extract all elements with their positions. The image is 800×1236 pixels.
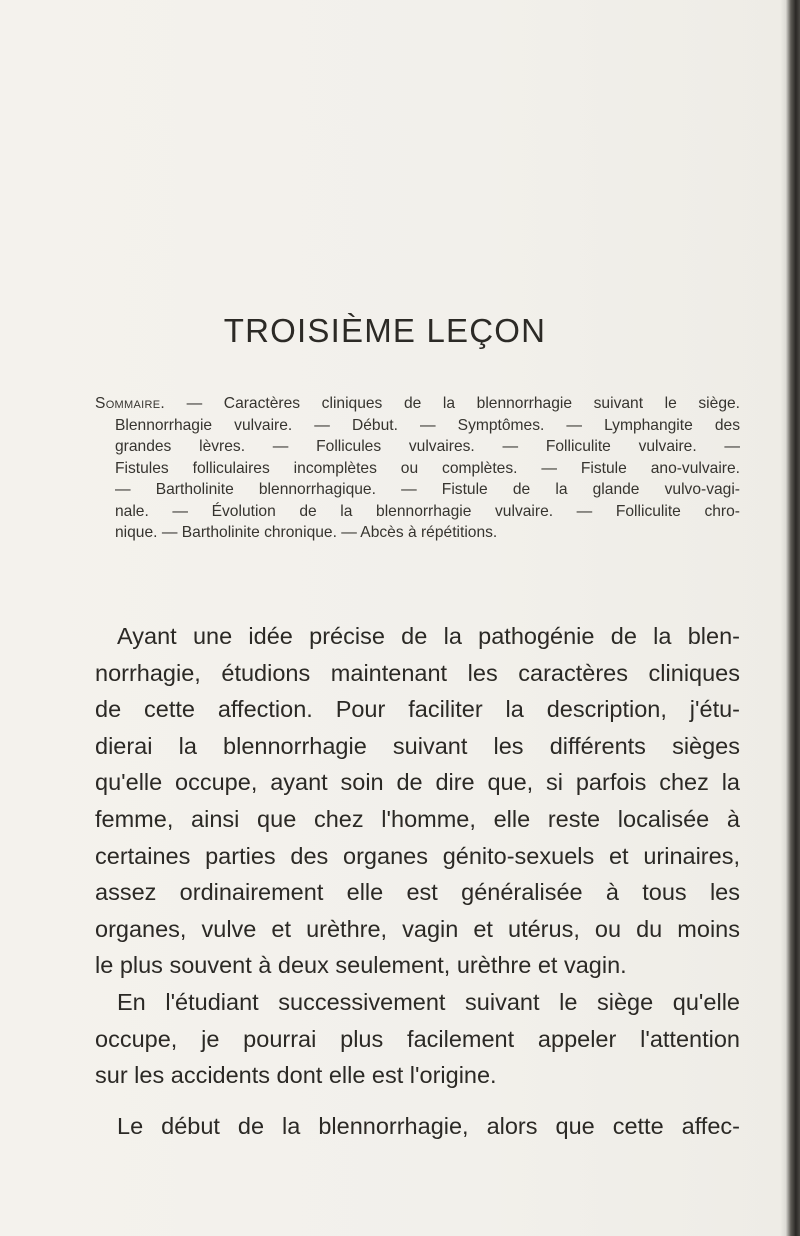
body-line: assez ordinairement elle est généralisée à tous les	[95, 879, 740, 906]
summary-line: — Bartholinite blennorrhagique. — Fistule de la glande vulvo-vagi-	[115, 481, 740, 498]
body-line: le plus souvent à deux seulement, urèthre et vagin.	[95, 952, 627, 979]
paragraph-gap	[95, 1094, 740, 1108]
body-line: certaines parties des organes génito-sexuels et urinaires,	[95, 842, 740, 869]
body-line: sur les accidents dont elle est l'origine.	[95, 1062, 497, 1089]
chapter-summary	[95, 393, 740, 544]
body-line: occupe, je pourrai plus facilement appeler l'attention	[95, 1025, 740, 1052]
body-line: norrhagie, étudions maintenant les caractères cliniques	[95, 659, 740, 686]
body-line: qu'elle occupe, ayant soin de dire que, si parfois chez la	[95, 769, 740, 796]
body-text	[95, 618, 740, 1144]
chapter-title: TROISIÈME LEÇON	[223, 312, 547, 349]
summary-label: Sommaire.	[95, 395, 165, 412]
summary-line: Blennorrhagie vulvaire. — Début. — Symptômes. — Lymphangite des	[115, 416, 740, 434]
summary-line: Fistules folliculaires incomplètes ou complètes. — Fistule ano-vulvaire.	[115, 459, 740, 477]
summary-line-text: — Caractères cliniques de la blennorrhagie suivant le siège.	[165, 395, 740, 412]
body-line: Ayant une idée précise de la pathogénie de la blen-	[117, 623, 740, 649]
summary-line: nale. — Évolution de la blennorrhagie vulvaire. — Folliculite chro-	[115, 502, 740, 520]
body-line: organes, vulve et urèthre, vagin et utérus, ou du moins	[95, 915, 740, 942]
page-binding-edge	[786, 0, 800, 1236]
summary-line: grandes lèvres. — Follicules vulvaires. — Folliculite vulvaire. —	[115, 438, 740, 455]
body-line: de cette affection. Pour faciliter la description, j'étu-	[95, 696, 740, 723]
body-line: En l'étudiant successivement suivant le siège qu'elle	[117, 988, 740, 1015]
body-line: Le début de la blennorrhagie, alors que cette affec-	[117, 1112, 740, 1139]
summary-line	[95, 393, 740, 415]
body-line: dierai la blennorrhagie suivant les différents sièges	[95, 732, 740, 759]
body-line: femme, ainsi que chez l'homme, elle reste localisée à	[95, 805, 740, 832]
summary-line: nique. — Bartholinite chronique. — Abcès à répétitions.	[115, 524, 498, 541]
